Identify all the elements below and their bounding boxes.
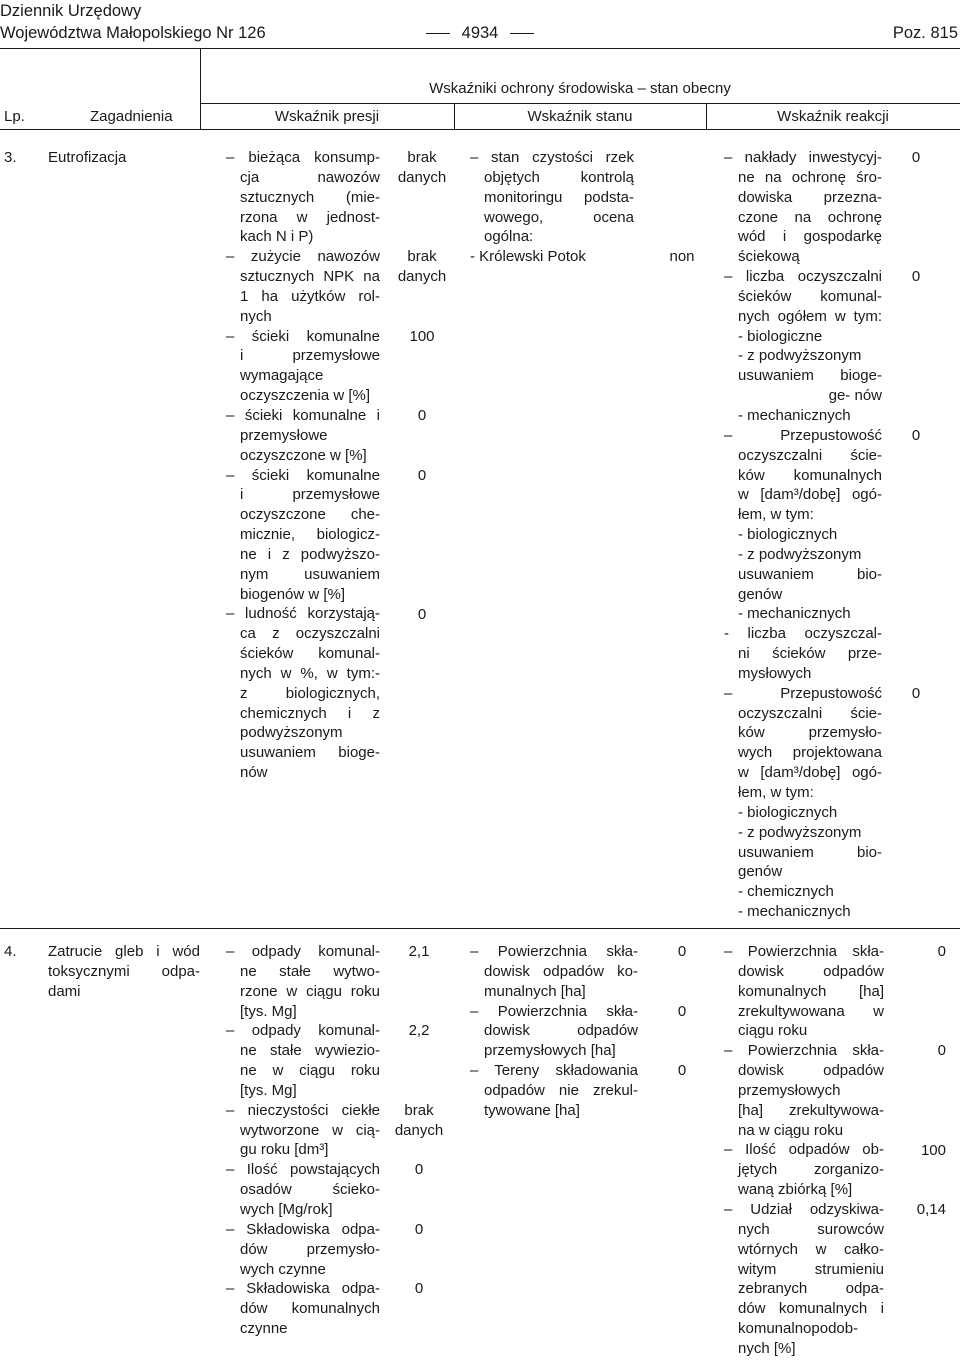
row4-response-line: jętych zorganizo-	[738, 1161, 884, 1179]
row3-state-indicator	[470, 148, 634, 267]
row4-response-line: dów komunalnych i	[738, 1300, 884, 1318]
row4-response-line: – Udział odzyskiwa-	[724, 1200, 884, 1218]
column-header-lp: Lp.	[4, 108, 25, 125]
row4-pressure-line: [tys. Mg]	[240, 1081, 297, 1099]
row3-response-line: łem, w tym:	[738, 506, 814, 524]
row3-response-line: – liczba oczyszczalni	[724, 268, 882, 286]
row3-response-line: - mechanicznych	[738, 903, 851, 921]
row3-response-line: – Przepustowość	[724, 426, 882, 444]
row4-pressure-line: – Składowiska odpa-	[226, 1280, 380, 1298]
row3-response-line: mysłowych	[738, 664, 812, 682]
row4-response-line: komunalnych [ha]	[738, 982, 884, 1000]
page-number-dash-right	[510, 33, 534, 34]
row4-topic-line: Zatrucie gleb i wód	[48, 943, 200, 960]
row4-pressure-value: danych	[394, 1121, 444, 1139]
row4-response-value: 100	[920, 1141, 946, 1159]
row4-topic	[48, 942, 200, 1002]
row4-response-line: nych surowców	[738, 1220, 884, 1238]
row3-response-line: - biologicznych	[738, 803, 838, 821]
row4-response-line: [ha] zrekultywowa-	[738, 1101, 884, 1119]
row3-state-line: – stan czystości rzek	[470, 149, 634, 166]
row3-response-value: 0	[911, 268, 921, 286]
row4-pressure-line: [tys. Mg]	[240, 1002, 297, 1020]
row4-state-line: munalnych [ha]	[484, 982, 586, 1000]
group-header: Wskaźniki ochrony środowiska – stan obecny	[429, 80, 731, 97]
row3-response-line: ge- nów	[828, 387, 882, 405]
column-header-topic: Zagadnienia	[90, 108, 173, 125]
row3-pressure-line: – ścieki komunalne	[226, 327, 380, 345]
row4-state-line: – Powierzchnia skła-	[470, 943, 638, 960]
row3-state-line: monitoringu podsta-	[484, 188, 634, 206]
row4-pressure-line: – Składowiska odpa-	[226, 1220, 380, 1238]
row4-response-indicator	[724, 942, 884, 1359]
row4-response-line: zrekultywowana w	[738, 1002, 884, 1020]
row4-state-value: 0	[677, 943, 687, 960]
row4-pressure-line: gu roku [dm³]	[240, 1141, 329, 1159]
row4-state-line: tywowane [ha]	[484, 1101, 580, 1119]
row3-pressure-indicator	[226, 148, 380, 783]
row3-pressure-line: ne i z podwyższo-	[240, 545, 380, 563]
row3-state-line: ogólna:	[484, 228, 534, 246]
row3-pressure-line: 1 ha użytków rol-	[240, 287, 380, 305]
row3-response-line: łem, w tym:	[738, 784, 814, 801]
row4-pressure-line: osadów ścieko-	[240, 1181, 380, 1199]
row3-response-value: 0	[911, 426, 921, 444]
row4-response-line: waną zbiórką [%]	[738, 1181, 853, 1199]
row3-pressure-line: przemysłowe	[240, 426, 328, 444]
row3-state-line: wowego, ocena	[484, 208, 634, 226]
row3-response-line: nych ogółem w tym:	[738, 307, 882, 325]
row4-response-line: na w ciągu roku	[738, 1121, 844, 1139]
row3-response-line: usuwaniem bio-	[738, 565, 882, 583]
row3-response-line: – nakłady inwestycyj-	[724, 149, 882, 166]
row3-pressure-value: 0	[417, 466, 427, 484]
row3-response-line: dowiska przezna-	[738, 188, 882, 206]
row3-response-line: oczyszczalni ście-	[738, 446, 882, 464]
header-rule-top	[0, 48, 960, 49]
row3-pressure-line: – bieżąca konsump-	[226, 149, 380, 166]
row3-pressure-value: brak	[407, 149, 437, 166]
row4-state-line: dowisk odpadów	[484, 1022, 638, 1040]
row4-response-line: wtórnych w całko-	[738, 1240, 884, 1258]
row3-pressure-line: podwyższonym	[240, 724, 343, 742]
row4-response-line: witym strumieniu	[738, 1260, 884, 1278]
row3-response-line: czone na ochronę	[738, 208, 882, 226]
row4-response-value: 0	[937, 943, 946, 960]
row3-state-line: - Królewski Potok	[470, 248, 586, 266]
row4-response-line: – Powierzchnia skła-	[724, 943, 884, 960]
row3-response-line: w [dam³/dobę] ogó-	[738, 764, 882, 782]
group-header-rule	[200, 103, 960, 104]
row3-response-line: genów	[738, 863, 783, 881]
row4-pressure-indicator	[226, 942, 380, 1339]
row3-pressure-line: z biologicznych,	[240, 684, 380, 702]
row3-pressure-line: nych w %, w tym:-	[240, 664, 380, 682]
row3-response-line: usuwaniem bioge-	[738, 367, 882, 385]
row3-pressure-line: oczyszczone w [%]	[240, 446, 367, 464]
row3-response-line: oczyszczalni ście-	[738, 704, 882, 722]
row4-response-value: 0,14	[916, 1201, 946, 1219]
row3-pressure-value: danych	[397, 168, 447, 186]
row4-pressure-value: 0	[414, 1280, 424, 1298]
row4-state-value: 0	[677, 1062, 687, 1080]
row3-response-line: - chemicznych	[738, 883, 834, 901]
row3-response-line: - z podwyższonym	[738, 823, 862, 841]
row3-response-line: ków komunalnych	[738, 466, 882, 484]
row3-pressure-line: oczyszczone che-	[240, 506, 380, 524]
row3-pressure-value: 100	[409, 327, 435, 345]
row3-response-indicator	[724, 148, 882, 922]
row3-response-line: wód i gospodarkę	[738, 228, 882, 246]
row3-pressure-line: – ludność korzystają-	[226, 605, 380, 623]
row3-pressure-line: sztucznych NPK na	[240, 268, 380, 286]
row3-pressure-line: nym usuwaniem	[240, 565, 380, 583]
row3-response-line: genów	[738, 585, 783, 603]
row-separator-rule	[0, 928, 960, 929]
row4-topic-line: dami	[48, 982, 81, 1000]
row3-pressure-line: i przemysłowe	[240, 486, 380, 504]
row3-pressure-line: cja nawozów	[240, 168, 380, 186]
row3-response-line: - mechanicznych	[738, 406, 851, 424]
row3-pressure-value: 0	[417, 605, 427, 623]
row3-pressure-value: danych	[397, 268, 447, 286]
row3-state-line: objętych kontrolą	[484, 168, 634, 186]
row3-pressure-line: wymagające	[240, 367, 324, 385]
row4-pressure-line: – odpady komunal-	[226, 1022, 380, 1040]
row3-pressure-line: nów	[240, 764, 268, 782]
row3-pressure-line: oczyszczenia w [%]	[240, 387, 371, 405]
row4-topic-line: toksycznymi odpa-	[48, 962, 200, 980]
row3-pressure-line: rzona w jednost-	[240, 208, 380, 226]
row3-response-line: - mechanicznych	[738, 605, 851, 623]
row3-lp: 3.	[4, 149, 17, 166]
row4-pressure-value: brak	[404, 1101, 434, 1119]
row4-pressure-line: – nieczystości ciekłe	[226, 1101, 380, 1119]
column-header-state: Wskaźnik stanu	[527, 108, 633, 125]
journal-title-line2: Województwa Małopolskiego Nr 126	[0, 24, 266, 42]
row3-pressure-line: – ścieki komunalne i	[226, 406, 380, 424]
page-number	[0, 22, 960, 44]
row3-pressure-line: ca z oczyszczalni	[240, 625, 380, 643]
row3-response-value: 0	[911, 684, 921, 702]
row3-state-value: non	[669, 248, 695, 265]
row4-pressure-line: ne w ciągu roku	[240, 1062, 380, 1080]
row3-response-line: w [dam³/dobę] ogó-	[738, 486, 882, 504]
row4-response-line: – Powierzchnia skła-	[724, 1042, 884, 1060]
journal-title-line1: Dziennik Urzędowy	[0, 2, 142, 20]
row4-pressure-line: wytworzone w cią-	[240, 1121, 380, 1139]
row4-state-indicator	[470, 942, 638, 1121]
row4-pressure-value: 2,2	[408, 1022, 430, 1040]
row3-response-line: wych projektowana	[738, 744, 882, 762]
column-header-response: Wskaźnik reakcji	[777, 108, 889, 125]
row4-lp: 4.	[4, 943, 17, 960]
row3-response-line: ków przemysło-	[738, 724, 882, 742]
row3-pressure-line: ścieków komunal-	[240, 645, 380, 663]
row4-pressure-value: 0	[414, 1220, 424, 1238]
row3-response-line: ściekową	[738, 248, 800, 266]
row4-state-value: 0	[677, 1002, 687, 1020]
row3-response-line: usuwaniem bio-	[738, 843, 882, 861]
row3-response-value: 0	[911, 149, 921, 166]
row4-pressure-value: 2,1	[408, 943, 430, 960]
row3-response-line: ni ścieków prze-	[738, 645, 882, 663]
row4-response-line: ciągu roku	[738, 1022, 808, 1040]
row3-pressure-line: sztucznych (mie-	[240, 188, 380, 206]
row4-response-line: zebranych odpa-	[738, 1280, 884, 1298]
row3-pressure-line: chemicznych i z	[240, 704, 380, 722]
row3-pressure-line: nych	[240, 307, 272, 325]
row4-pressure-line: ne stałe wytwo-	[240, 962, 380, 980]
column-header-rule	[0, 129, 960, 130]
row3-pressure-line: – zużycie nawozów	[226, 248, 380, 266]
row4-pressure-line: dów przemysło-	[240, 1240, 380, 1258]
row4-state-line: przemysłowych [ha]	[484, 1042, 616, 1060]
row3-response-line: - biologicznych	[738, 526, 838, 544]
row3-topic: Eutrofizacja	[48, 149, 127, 166]
row3-pressure-line: micznie, biologicz-	[240, 526, 380, 544]
row3-response-line: - z podwyższonym	[738, 545, 862, 563]
row3-pressure-line: kach N i P)	[240, 228, 314, 246]
row3-response-line: - z podwyższonym	[738, 347, 862, 365]
row3-pressure-line: biogenów w [%]	[240, 585, 346, 603]
page-number-value: 4934	[461, 24, 499, 42]
row4-pressure-line: – odpady komunal-	[226, 943, 380, 960]
row4-state-line: – Tereny składowania	[470, 1062, 638, 1080]
row4-response-line: dowisk odpadów	[738, 1062, 884, 1080]
row3-pressure-line: i przemysłowe	[240, 347, 380, 365]
row4-pressure-line: wych [Mg/rok]	[240, 1200, 333, 1218]
row4-pressure-line: dów komunalnych	[240, 1300, 380, 1318]
column-header-pressure: Wskaźnik presji	[274, 108, 380, 125]
row4-response-line: przemysłowych	[738, 1081, 841, 1099]
row3-pressure-value: 0	[417, 407, 427, 425]
row4-pressure-line: czynne	[240, 1320, 288, 1338]
row4-pressure-line: – Ilość powstających	[226, 1161, 380, 1179]
row4-response-line: komunalnopodob-	[738, 1320, 859, 1338]
row3-response-line: – Przepustowość	[724, 684, 882, 702]
row4-state-line: odpadów nie zrekul-	[484, 1081, 638, 1099]
row3-pressure-line: – ścieki komunalne	[226, 466, 380, 484]
row3-response-line: ne na ochronę śro-	[738, 168, 882, 186]
row3-pressure-line: usuwaniem bioge-	[240, 744, 380, 762]
row4-pressure-line: ne stałe wywiezio-	[240, 1042, 380, 1060]
row4-state-line: dowisk odpadów ko-	[484, 962, 638, 980]
position-label: Poz. 815	[892, 24, 958, 42]
row4-response-value: 0	[937, 1042, 946, 1060]
row4-response-line: – Ilość odpadów ob-	[724, 1141, 884, 1159]
row4-pressure-line: wych czynne	[240, 1260, 326, 1278]
row4-response-line: nych [%]	[738, 1339, 796, 1357]
row3-pressure-value: brak	[407, 248, 437, 266]
row3-response-line: - biologiczne	[738, 327, 823, 345]
row3-response-line: - liczba oczyszczal-	[724, 625, 882, 643]
row3-response-line: ścieków komunal-	[738, 287, 882, 305]
row4-state-line: – Powierzchnia skła-	[470, 1002, 638, 1020]
page-number-dash-left	[426, 33, 450, 34]
row4-response-line: dowisk odpadów	[738, 962, 884, 980]
row4-pressure-value: 0	[414, 1161, 424, 1179]
row4-pressure-line: rzone w ciągu roku	[240, 982, 380, 1000]
